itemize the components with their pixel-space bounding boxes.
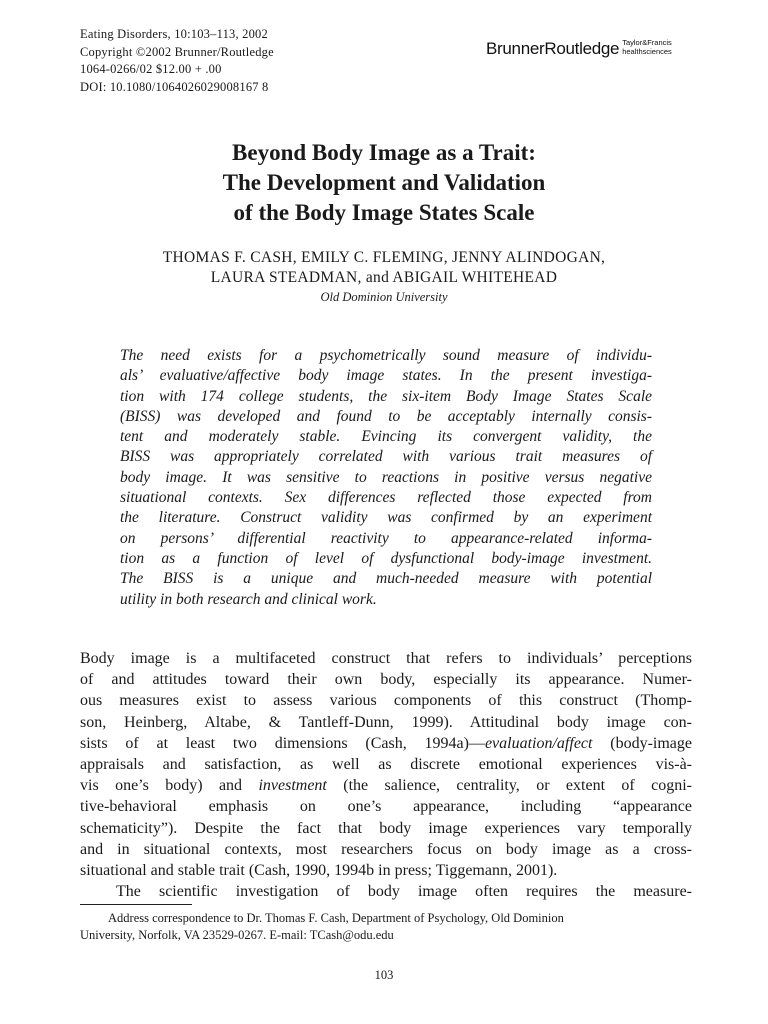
page-number: 103	[374, 968, 394, 982]
issn-price: 1064-0266/02 $12.00 + .00	[80, 62, 222, 76]
abstract	[120, 346, 652, 610]
affiliation: Old Dominion University	[320, 290, 448, 304]
abstract-line: on persons’ differential reactivity to appearance-related informa-	[120, 529, 652, 547]
body-line: of and attitudes toward their own body, especially its appearance. Numer-	[80, 671, 692, 689]
correspondence-footnote	[80, 910, 692, 944]
article-title	[0, 138, 768, 228]
abstract-line: the literature. Construct validity was confirmed by an experiment	[120, 509, 652, 527]
body-line: vis one’s body) and investment (the salience, centrality, or extent of cogni-	[80, 777, 692, 795]
footnote-line: University, Norfolk, VA 23529-0267. E-mail: TCash@odu.edu	[80, 928, 394, 942]
abstract-line: body image. It was sensitive to reactions in positive versus negative	[120, 468, 652, 486]
doi-line: DOI: 10.1080/1064026029008167 8	[80, 79, 269, 94]
body-line: tive-behavioral emphasis on one’s appearance, including “appearance	[80, 798, 692, 816]
emphasis-evaluation-affect: evaluation/affect	[484, 734, 593, 752]
publisher-logo-sub: Taylor&Francis healthsciences	[622, 38, 672, 56]
journal-meta	[80, 26, 274, 96]
abstract-line: utility in both research and clinical work.	[120, 590, 377, 608]
abstract-line: BISS was appropriately correlated with various trait measures of	[120, 448, 652, 466]
abstract-line: The BISS is a unique and much-needed measure with potential	[120, 570, 652, 588]
title-line: Beyond Body Image as a Trait:	[232, 140, 536, 165]
body-line: situational and stable trait (Cash, 1990, 1994b in press; Tiggemann, 2001).	[80, 862, 558, 880]
publisher-logo	[486, 38, 672, 59]
body-line: appraisals and satisfaction, as well as discrete emotional experiences vis-à-	[80, 756, 692, 774]
abstract-line: situational contexts. Sex differences reflected those expected from	[120, 489, 652, 507]
body-line: Body image is a multifaceted construct that refers to individuals’ perceptions	[80, 650, 692, 667]
authors-line: LAURA STEADMAN, and ABIGAIL WHITEHEAD	[210, 269, 558, 286]
abstract-line: tion as a function of level of dysfunctional body-image investment.	[120, 549, 652, 567]
body-line: ous measures exist to assess various components of this construct (Thomp-	[80, 692, 692, 710]
title-line: of the Body Image States Scale	[233, 200, 535, 225]
body-line: and in situational contexts, most researchers focus on body image as a cross-	[80, 840, 692, 858]
emphasis-investment: investment	[258, 777, 327, 795]
abstract-line: tent and moderately stable. Evincing its convergent validity, the	[120, 428, 652, 446]
footnote-line: Address correspondence to Dr. Thomas F. Cash, Department of Psychology, Old Dominion	[108, 911, 564, 925]
body-line: son, Heinberg, Altabe, & Tantleff-Dunn, 1999). Attitudinal body image con-	[80, 713, 692, 731]
abstract-line: The need exists for a psychometrically sound measure of individu-	[120, 347, 652, 364]
abstract-line: als’ evaluative/affective body image states. In the present investiga-	[120, 367, 652, 385]
authors-line: THOMAS F. CASH, EMILY C. FLEMING, JENNY ALINDOGAN,	[162, 249, 606, 266]
footnote-rule	[80, 904, 192, 905]
journal-citation: Eating Disorders, 10:103–113, 2002	[80, 27, 268, 41]
body-line: schematicity”). Despite the fact that body image experiences vary temporally	[80, 819, 692, 837]
abstract-line: (BISS) was developed and found to be acceptably internally consis-	[120, 407, 652, 425]
title-line: The Development and Validation	[222, 170, 546, 195]
abstract-line: tion with 174 college students, the six-item Body Image States Scale	[120, 387, 652, 405]
author-list	[0, 248, 768, 288]
copyright-line: Copyright ©2002 Brunner/Routledge	[80, 44, 274, 59]
body-line: The scientific investigation of body image often requires the measure-	[116, 883, 692, 901]
publisher-logo-main: BrunnerRoutledge	[486, 39, 620, 58]
body-line: sists of at least two dimensions (Cash, 1994a)—evaluation/affect (body-image	[80, 734, 693, 752]
body-text	[80, 648, 692, 902]
